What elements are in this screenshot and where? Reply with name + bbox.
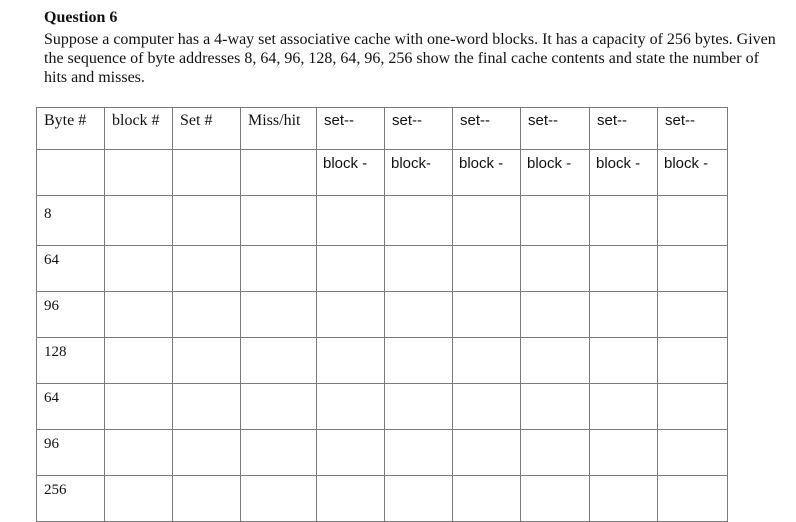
table-row — [37, 338, 728, 384]
table-cell[interactable] — [385, 338, 453, 384]
table-cell[interactable] — [105, 430, 173, 476]
table-cell[interactable] — [241, 196, 317, 246]
table-cell[interactable] — [590, 338, 658, 384]
table-cell[interactable] — [241, 292, 317, 338]
table-cell[interactable] — [521, 246, 590, 292]
table-cell[interactable] — [173, 384, 241, 430]
table-cell[interactable] — [105, 384, 173, 430]
header-set-col: set-- — [317, 108, 385, 150]
header-set-col: set-- — [453, 108, 521, 150]
table-cell[interactable] — [105, 150, 173, 196]
table-cell[interactable] — [105, 338, 173, 384]
table-cell[interactable] — [658, 384, 728, 430]
table-row — [37, 292, 728, 338]
table-cell[interactable] — [173, 246, 241, 292]
table-cell[interactable] — [317, 338, 385, 384]
byte-address-cell: 8 — [37, 196, 105, 246]
table-cell[interactable] — [173, 292, 241, 338]
table-cell[interactable] — [317, 246, 385, 292]
table-cell[interactable] — [173, 196, 241, 246]
subheader-row — [37, 150, 728, 196]
table-cell[interactable] — [658, 430, 728, 476]
cache-table — [36, 107, 728, 522]
question-text: Suppose a computer has a 4-way set associative cache with one-word blocks. It has a capacity of 256 bytes. Given the sequence of byte addresses 8, 64, 96, 128, 64, 96, 256 show the final cache contents and state the number of hits and misses. — [44, 31, 776, 86]
byte-address-cell: 64 — [37, 246, 105, 292]
subheader-block: block - — [317, 150, 385, 196]
header-set-col: set-- — [590, 108, 658, 150]
header-set-col: set-- — [385, 108, 453, 150]
table-cell[interactable] — [105, 292, 173, 338]
table-cell[interactable] — [453, 338, 521, 384]
byte-address-cell: 96 — [37, 430, 105, 476]
subheader-block: block - — [453, 150, 521, 196]
table-cell[interactable] — [521, 430, 590, 476]
table-cell[interactable] — [105, 196, 173, 246]
table-cell[interactable] — [317, 430, 385, 476]
table-cell[interactable] — [453, 430, 521, 476]
table-cell[interactable] — [590, 246, 658, 292]
table-cell[interactable] — [658, 246, 728, 292]
table-cell[interactable] — [658, 476, 728, 522]
table-cell[interactable] — [453, 384, 521, 430]
table-cell[interactable] — [521, 292, 590, 338]
table-cell[interactable] — [453, 292, 521, 338]
table-cell[interactable] — [453, 246, 521, 292]
table-cell[interactable] — [385, 384, 453, 430]
table-cell[interactable] — [241, 338, 317, 384]
table-cell[interactable] — [385, 196, 453, 246]
header-set-col: set-- — [521, 108, 590, 150]
table-cell[interactable] — [658, 292, 728, 338]
table-cell[interactable] — [658, 338, 728, 384]
table-cell[interactable] — [590, 476, 658, 522]
subheader-block: block - — [658, 150, 728, 196]
table-row — [37, 430, 728, 476]
subheader-block: block - — [521, 150, 590, 196]
header-byte: Byte # — [37, 108, 105, 150]
byte-address-cell: 128 — [37, 338, 105, 384]
table-cell[interactable] — [173, 430, 241, 476]
table-row — [37, 476, 728, 522]
table-cell[interactable] — [317, 292, 385, 338]
table-cell[interactable] — [317, 384, 385, 430]
byte-address-cell: 96 — [37, 292, 105, 338]
table-cell[interactable] — [105, 476, 173, 522]
table-cell[interactable] — [521, 196, 590, 246]
question-title: Question 6 — [44, 9, 118, 26]
table-row — [37, 196, 728, 246]
table-cell[interactable] — [521, 476, 590, 522]
table-cell[interactable] — [590, 384, 658, 430]
table-cell[interactable] — [453, 196, 521, 246]
table-cell[interactable] — [590, 430, 658, 476]
header-set-col: set-- — [658, 108, 728, 150]
table-cell[interactable] — [385, 430, 453, 476]
byte-address-cell: 64 — [37, 384, 105, 430]
table-cell[interactable] — [521, 338, 590, 384]
table-cell[interactable] — [590, 196, 658, 246]
table-row — [37, 384, 728, 430]
header-set: Set # — [173, 108, 241, 150]
table-cell[interactable] — [105, 246, 173, 292]
table-cell[interactable] — [241, 384, 317, 430]
table-cell[interactable] — [173, 150, 241, 196]
table-cell[interactable] — [385, 292, 453, 338]
table-cell[interactable] — [173, 338, 241, 384]
subheader-block: block- — [385, 150, 453, 196]
table-cell[interactable] — [590, 292, 658, 338]
table-cell[interactable] — [385, 246, 453, 292]
table-cell[interactable] — [317, 196, 385, 246]
table-cell[interactable] — [37, 150, 105, 196]
header-miss-hit: Miss/hit — [241, 108, 317, 150]
header-row — [37, 108, 728, 150]
header-block: block # — [105, 108, 173, 150]
subheader-block: block - — [590, 150, 658, 196]
table-cell[interactable] — [241, 476, 317, 522]
table-cell[interactable] — [453, 476, 521, 522]
table-cell[interactable] — [241, 150, 317, 196]
table-cell[interactable] — [521, 384, 590, 430]
table-row — [37, 246, 728, 292]
table-cell[interactable] — [173, 476, 241, 522]
table-cell[interactable] — [241, 246, 317, 292]
byte-address-cell: 256 — [37, 476, 105, 522]
table-cell[interactable] — [658, 196, 728, 246]
table-cell[interactable] — [385, 476, 453, 522]
table-cell[interactable] — [241, 430, 317, 476]
table-cell[interactable] — [317, 476, 385, 522]
